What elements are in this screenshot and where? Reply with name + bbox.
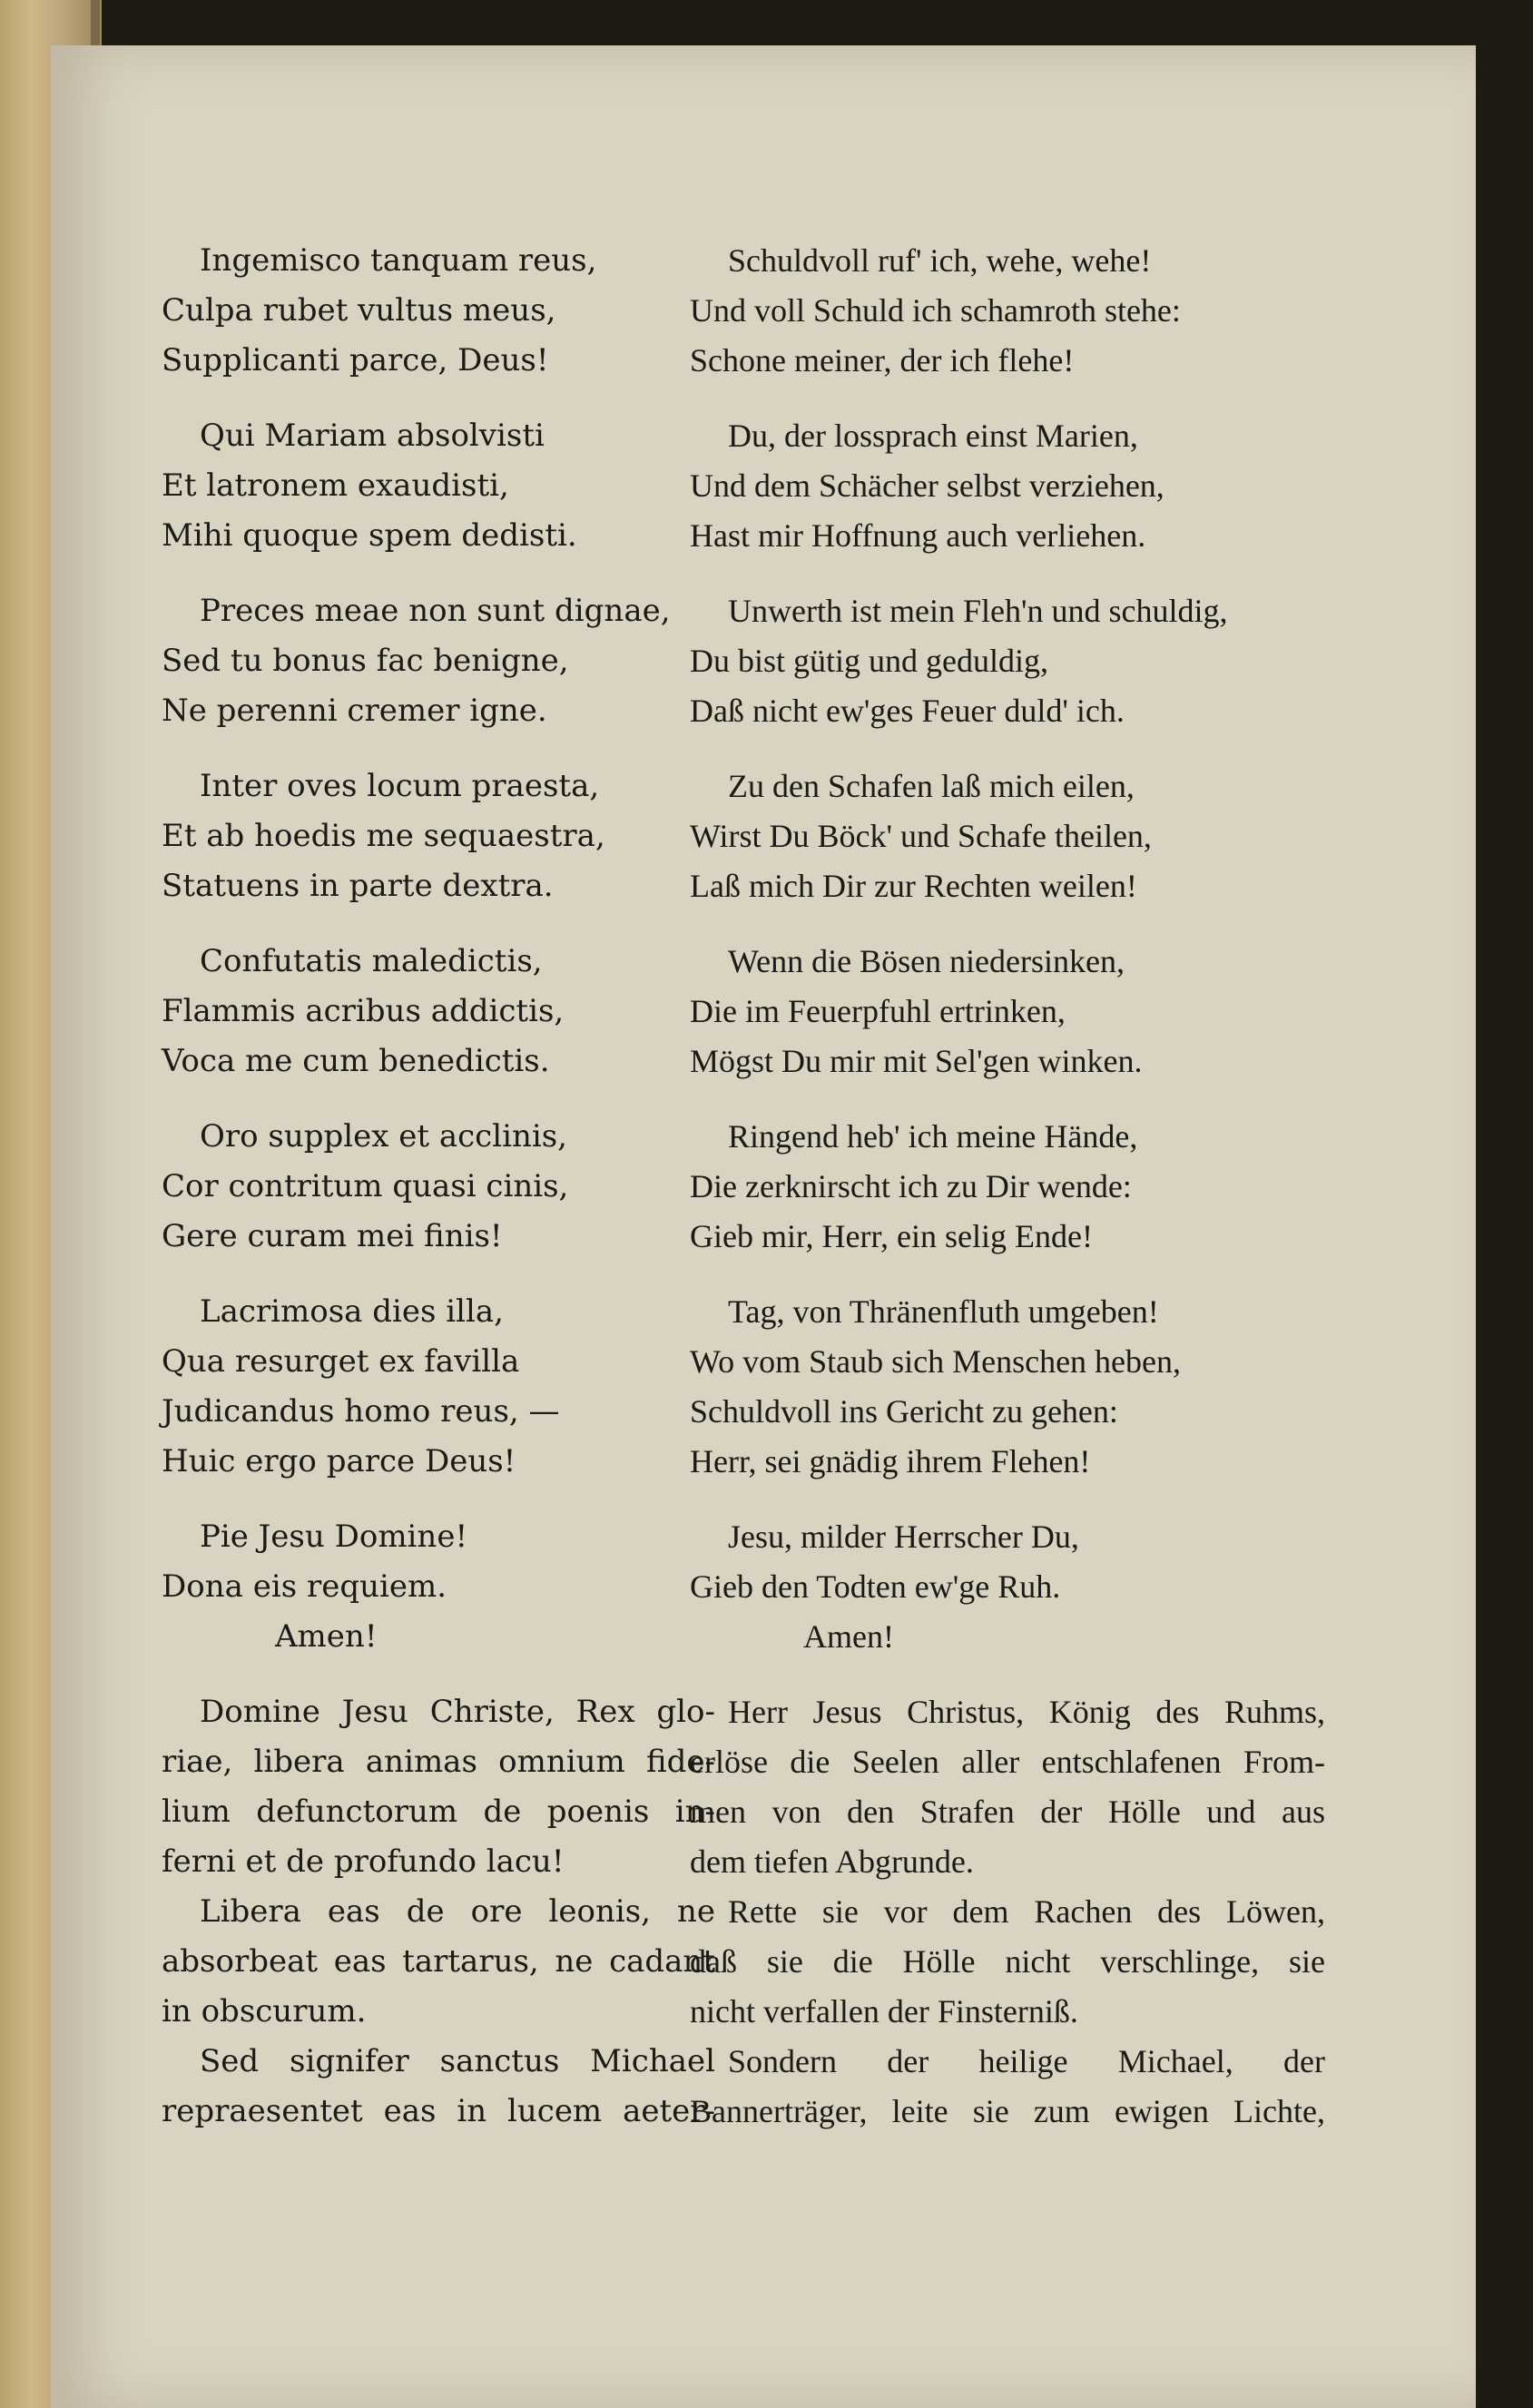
verse-line: Cor contritum quasi cinis,	[162, 1168, 569, 1204]
latin-prose-1	[162, 1687, 715, 1887]
german-final-stanza	[690, 1512, 1325, 1662]
prose-line: riae, libera animas omnium fide-	[162, 1744, 715, 1780]
prose-line: Domine Jesu Christe, Rex glo-	[200, 1694, 715, 1730]
verse-line: Jesu, milder Herrscher Du,	[728, 1519, 1079, 1555]
prose-line: Libera eas de ore leonis, ne	[200, 1893, 715, 1930]
verse-line: Herr, sei gnädig ihrem Flehen!	[690, 1443, 1091, 1479]
verse-line: Du bist gütig und geduldig,	[690, 643, 1048, 679]
verse-line: Wo vom Staub sich Menschen heben,	[690, 1343, 1182, 1380]
verse-line: Pie Jesu Domine!	[200, 1519, 468, 1555]
german-stanza-7	[690, 1287, 1325, 1487]
prose-line: Sondern der heilige Michael, der	[728, 2043, 1325, 2079]
verse-line: Ingemisco tanquam reus,	[200, 242, 597, 279]
prose-line: Sed signifer sanctus Michael	[200, 2043, 715, 2079]
latin-stanza-2	[162, 411, 715, 561]
latin-stanza-5	[162, 937, 715, 1086]
verse-line: Supplicanti parce, Deus!	[162, 342, 549, 378]
amen-line: Amen!	[803, 1618, 894, 1655]
verse-line: Lacrimosa dies illa,	[200, 1293, 504, 1330]
verse-line: Qua resurget ex favilla	[162, 1343, 520, 1380]
latin-prose-2	[162, 1887, 715, 2037]
prose-line: nicht verfallen der Finsterniß.	[690, 1993, 1078, 2030]
prose-line: lium defunctorum de poenis in-	[162, 1794, 715, 1830]
verse-line: Mögst Du mir mit Sel'gen winken.	[690, 1043, 1143, 1079]
verse-line: Zu den Schafen laß mich eilen,	[728, 768, 1135, 804]
verse-line: Wirst Du Böck' und Schafe theilen,	[690, 818, 1152, 854]
verse-line: Die zerknirscht ich zu Dir wende:	[690, 1168, 1132, 1204]
verse-line: Qui Mariam absolvisti	[200, 418, 545, 454]
latin-prose-3	[162, 2037, 715, 2137]
verse-line: Gieb den Todten ew'ge Ruh.	[690, 1568, 1061, 1605]
verse-line: Sed tu bonus fac benigne,	[162, 643, 569, 679]
german-prose-1	[690, 1687, 1325, 1887]
verse-line: Voca me cum benedictis.	[162, 1043, 550, 1079]
verse-line: Ringend heb' ich meine Hände,	[728, 1118, 1138, 1155]
prose-line: Herr Jesus Christus, König des Ruhms,	[728, 1694, 1325, 1730]
latin-stanza-1	[162, 236, 715, 386]
verse-line: Gere curam mei finis!	[162, 1218, 503, 1254]
german-prose-2	[690, 1887, 1325, 2037]
prose-line: Bannerträger, leite sie zum ewigen Lichte,	[690, 2093, 1325, 2129]
german-stanza-1	[690, 236, 1325, 386]
verse-line: Schone meiner, der ich flehe!	[690, 342, 1075, 378]
verse-line: Statuens in parte dextra.	[162, 868, 554, 904]
verse-line: Judicandus homo reus, —	[162, 1393, 560, 1430]
verse-line: Wenn die Bösen niedersinken,	[728, 943, 1125, 979]
verse-line: Unwerth ist mein Fleh'n und schuldig,	[728, 593, 1228, 629]
prose-line: Rette sie vor dem Rachen des Löwen,	[728, 1893, 1325, 1930]
verse-line: Gieb mir, Herr, ein selig Ende!	[690, 1218, 1093, 1254]
german-stanza-6	[690, 1112, 1325, 1262]
latin-stanza-3	[162, 586, 715, 736]
book-page	[51, 45, 1476, 2408]
prose-line: repraesentet eas in lucem aeter-	[162, 2093, 715, 2129]
prose-line: ferni et de profundo lacu!	[162, 1843, 565, 1880]
verse-line: Dona eis requiem.	[162, 1568, 447, 1605]
latin-final-stanza	[162, 1512, 715, 1662]
verse-line: Hast mir Hoffnung auch verliehen.	[690, 517, 1146, 554]
prose-line: daß sie die Hölle nicht verschlinge, sie	[690, 1943, 1325, 1980]
verse-line: Culpa rubet vultus meus,	[162, 292, 556, 329]
verse-line: Daß nicht ew'ges Feuer duld' ich.	[690, 693, 1125, 729]
latin-column	[162, 236, 715, 2137]
verse-line: Und voll Schuld ich schamroth stehe:	[690, 292, 1181, 329]
verse-line: Ne perenni cremer igne.	[162, 693, 547, 729]
verse-line: Laß mich Dir zur Rechten weilen!	[690, 868, 1137, 904]
verse-line: Schuldvoll ins Gericht zu gehen:	[690, 1393, 1118, 1430]
latin-stanza-4	[162, 762, 715, 911]
prose-line: erlöse die Seelen aller entschlafenen From-	[690, 1744, 1325, 1780]
verse-line: Oro supplex et acclinis,	[200, 1118, 567, 1155]
verse-line: Preces meae non sunt dignae,	[200, 593, 671, 629]
latin-stanza-6	[162, 1112, 715, 1262]
german-stanza-2	[690, 411, 1325, 561]
prose-line: in obscurum.	[162, 1993, 367, 2030]
verse-line: Flammis acribus addictis,	[162, 993, 565, 1029]
verse-line: Und dem Schächer selbst verziehen,	[690, 467, 1164, 504]
verse-line: Schuldvoll ruf' ich, wehe, wehe!	[728, 242, 1152, 279]
prose-line: absorbeat eas tartarus, ne cadant	[162, 1943, 715, 1980]
verse-line: Et latronem exaudisti,	[162, 467, 509, 504]
german-stanza-4	[690, 762, 1325, 911]
amen-line: Amen!	[275, 1618, 378, 1655]
latin-stanza-7	[162, 1287, 715, 1487]
prose-line: men von den Strafen der Hölle und aus	[690, 1794, 1325, 1830]
verse-line: Die im Feuerpfuhl ertrinken,	[690, 993, 1066, 1029]
german-stanza-3	[690, 586, 1325, 736]
verse-line: Inter oves locum praesta,	[200, 768, 600, 804]
verse-line: Mihi quoque spem dedisti.	[162, 517, 577, 554]
german-stanza-5	[690, 937, 1325, 1086]
prose-line: dem tiefen Abgrunde.	[690, 1843, 974, 1880]
verse-line: Tag, von Thränenfluth umgeben!	[728, 1293, 1159, 1330]
verse-line: Du, der lossprach einst Marien,	[728, 418, 1138, 454]
german-prose-3	[690, 2037, 1325, 2137]
verse-line: Et ab hoedis me sequaestra,	[162, 818, 605, 854]
german-column	[690, 236, 1325, 2137]
verse-line: Confutatis maledictis,	[200, 943, 543, 979]
verse-line: Huic ergo parce Deus!	[162, 1443, 516, 1479]
